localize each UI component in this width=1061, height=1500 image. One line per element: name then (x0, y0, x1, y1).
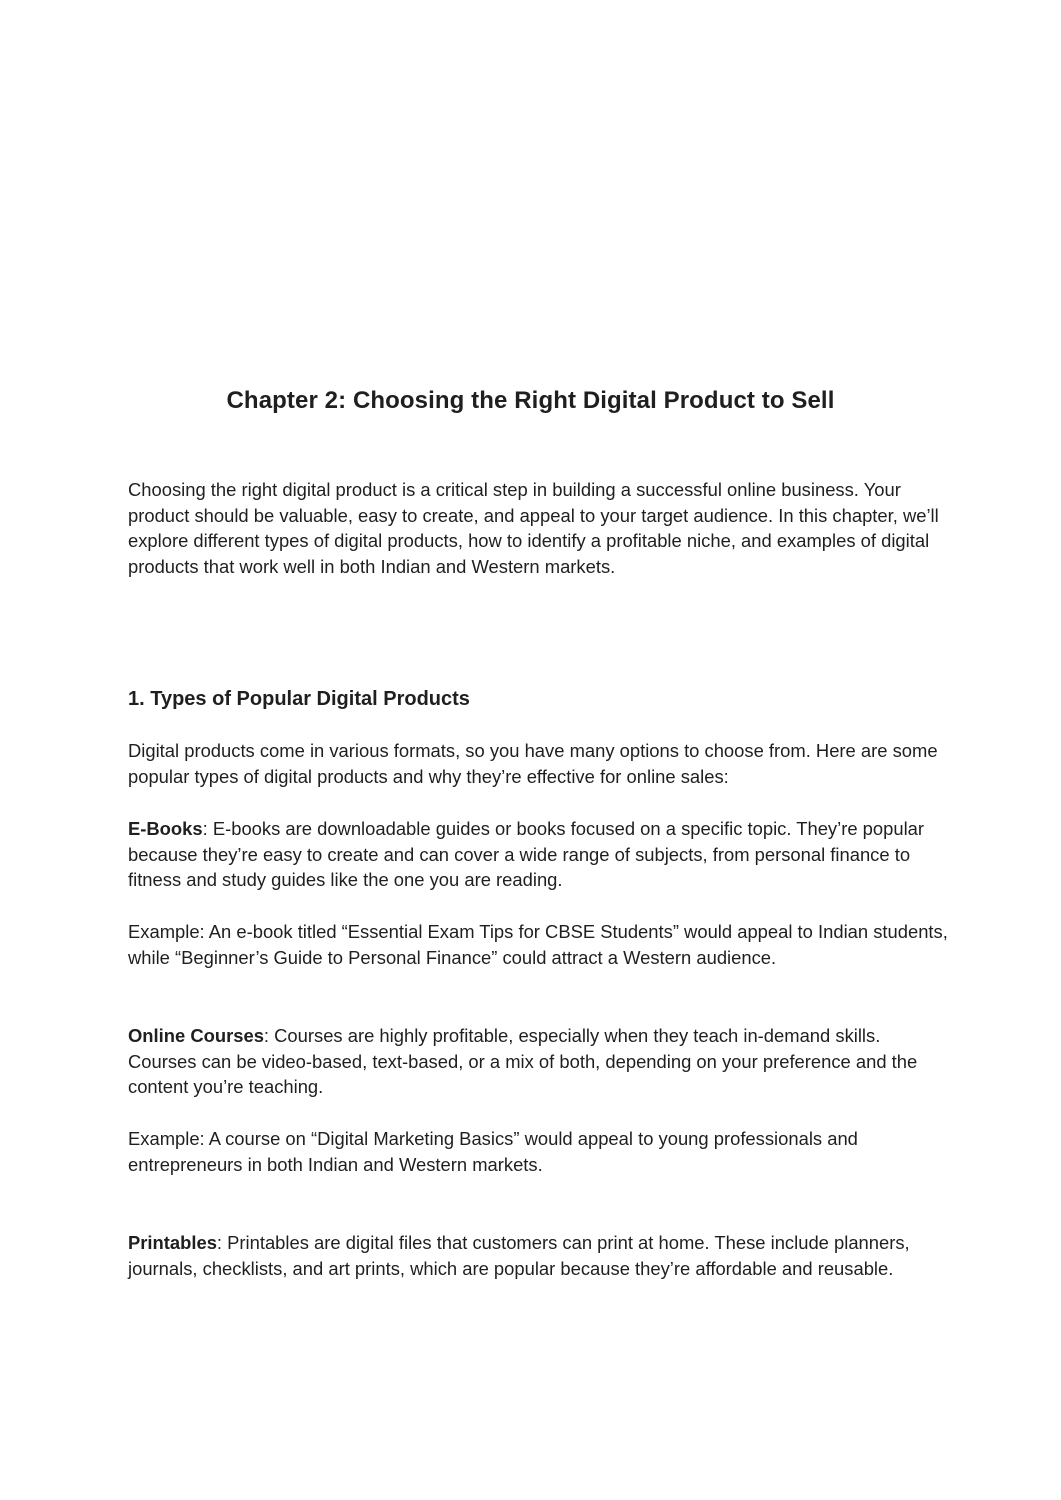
courses-paragraph (128, 1023, 948, 1100)
section-intro-paragraph: Digital products come in various formats, so you have many options to choose from. Here are some popular types of digital products and why they’re effective for online sales: (128, 740, 938, 787)
intro-paragraph: Choosing the right digital product is a critical step in building a successful online business. Your product should be valuable, easy to create, and appeal to your target audience. In this chapter, we’ll explore different types of digital products, how to identify a profitable niche, and examples of digital products that work well in both Indian and Western markets. (128, 479, 939, 577)
ebooks-description: : E-books are downloadable guides or books focused on a specific topic. They’re popular because they’re easy to create and can cover a wide range of subjects, from personal finance to fitness and study guides like the one you are reading. (128, 818, 925, 890)
printables-description: : Printables are digital files that customers can print at home. These include planners, journals, checklists, and art prints, which are popular because they’re affordable and reusable. (128, 1232, 910, 1279)
ebooks-term: E-Books (128, 818, 203, 839)
printables-term: Printables (128, 1232, 217, 1253)
printables-paragraph (128, 1230, 948, 1281)
ebooks-paragraph (128, 816, 948, 893)
ebooks-example-paragraph: Example: An e-book titled “Essential Exam Tips for CBSE Students” would appeal to Indian students, while “Beginner’s Guide to Personal Finance” could attract a Western audience. (128, 921, 948, 968)
courses-description: : Courses are highly profitable, especially when they teach in-demand skills. Courses can be video-based, text-based, or a mix of both, depending on your preference and the content you’re teaching. (128, 1025, 918, 1097)
section-heading-types: 1. Types of Popular Digital Products (128, 688, 470, 710)
courses-term: Online Courses (128, 1025, 264, 1046)
courses-example-paragraph: Example: A course on “Digital Marketing Basics” would appeal to young professionals and entrepreneurs in both Indian and Western markets. (128, 1128, 858, 1175)
chapter-title: Chapter 2: Choosing the Right Digital Product to Sell (226, 387, 835, 414)
